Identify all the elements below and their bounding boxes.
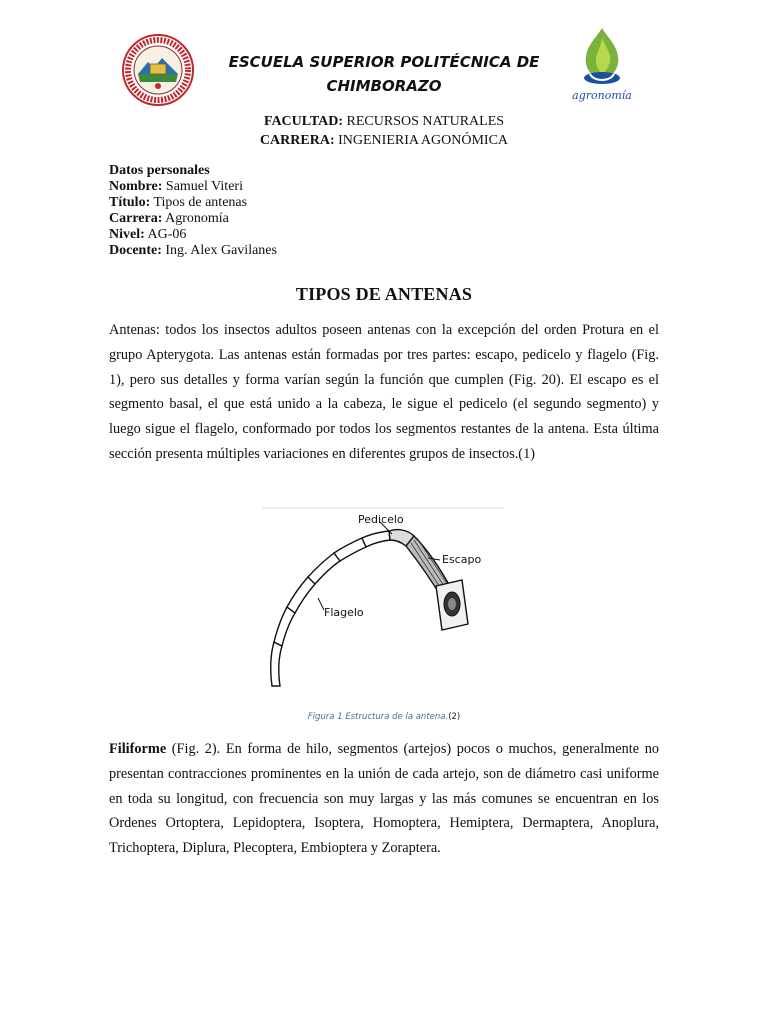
personal-row-name: Nombre: Samuel Viteri <box>109 179 243 194</box>
term-filiforme: Filiforme <box>109 741 167 757</box>
faculty-block <box>160 112 608 150</box>
personal-row-title: Título: Tipos de antenas <box>109 195 248 210</box>
faculty-label: FACULTAD: <box>263 114 344 129</box>
paragraph-filiforme <box>109 737 659 861</box>
personal-data <box>109 163 509 259</box>
personal-row-level: Nivel: AG-06 <box>109 227 187 242</box>
agronomia-logo-icon <box>566 22 638 106</box>
filiforme-text: (Fig. 2). En forma de hilo, segmentos (artejos) pocos o muchos, generalmente no presentan contracciones prominentes en la unión de cada artejo, son de diámetro casi uniforme en toda su longitud, con frecuencia son muy largas y las más comunes se encuentran en los Ordenes Ortoptera, Lepidoptera, Isoptera, Homoptera, Hemiptera, Dermaptera, Anoplura, Trichoptera, Diplura, Plecoptera, Embioptera y Zoraptera. <box>109 741 659 857</box>
school-name-line2: CHIMBORAZO <box>326 77 442 95</box>
personal-row-teacher: Docente: Ing. Alex Gavilanes <box>109 243 277 258</box>
caption-text: Figura 1 Estructura de la antena. <box>307 712 449 722</box>
career-line <box>160 131 608 150</box>
document-title: TIPOS DE ANTENAS <box>295 284 473 304</box>
personal-heading: Datos personales <box>109 163 210 178</box>
school-name <box>214 50 554 98</box>
caption-ref: (2) <box>448 712 461 722</box>
agronomia-logo-text: agronomía <box>572 89 632 102</box>
label-escapo: Escapo <box>442 553 482 566</box>
label-flagelo: Flagelo <box>324 606 364 619</box>
faculty-value: RECURSOS NATURALES <box>346 114 505 129</box>
career-label: CARRERA: <box>259 133 335 148</box>
figure-caption <box>0 712 768 722</box>
seal-icon <box>122 34 194 106</box>
career-value: INGENIERIA AGONÓMICA <box>338 133 509 148</box>
school-name-line1: ESCUELA SUPERIOR POLITÉCNICA DE <box>228 53 540 71</box>
antenna-structure-figure <box>262 506 504 692</box>
label-pedicelo: Pedicelo <box>358 513 404 526</box>
personal-row-career: Carrera: Agronomía <box>109 211 229 226</box>
paragraph-antenas: Antenas: todos los insectos adultos poseen antenas con la excepción del orden Protura en el grupo Apterygota. Las antenas están formadas por tres partes: escapo, pedicelo y flagelo (Fig. 1), pero sus detalles y forma varían según la función que cumplen (Fig. 20). El escapo es el segmento basal, el que está unido a la cabeza, le sigue el pedicelo (el segundo segmento) y luego sigue el flagelo, conformado por todos los segmentos restantes de la antena. Esta última sección presenta múltiples variaciones en diferentes grupos de insectos.(1) <box>109 322 659 462</box>
faculty-line <box>160 112 608 131</box>
